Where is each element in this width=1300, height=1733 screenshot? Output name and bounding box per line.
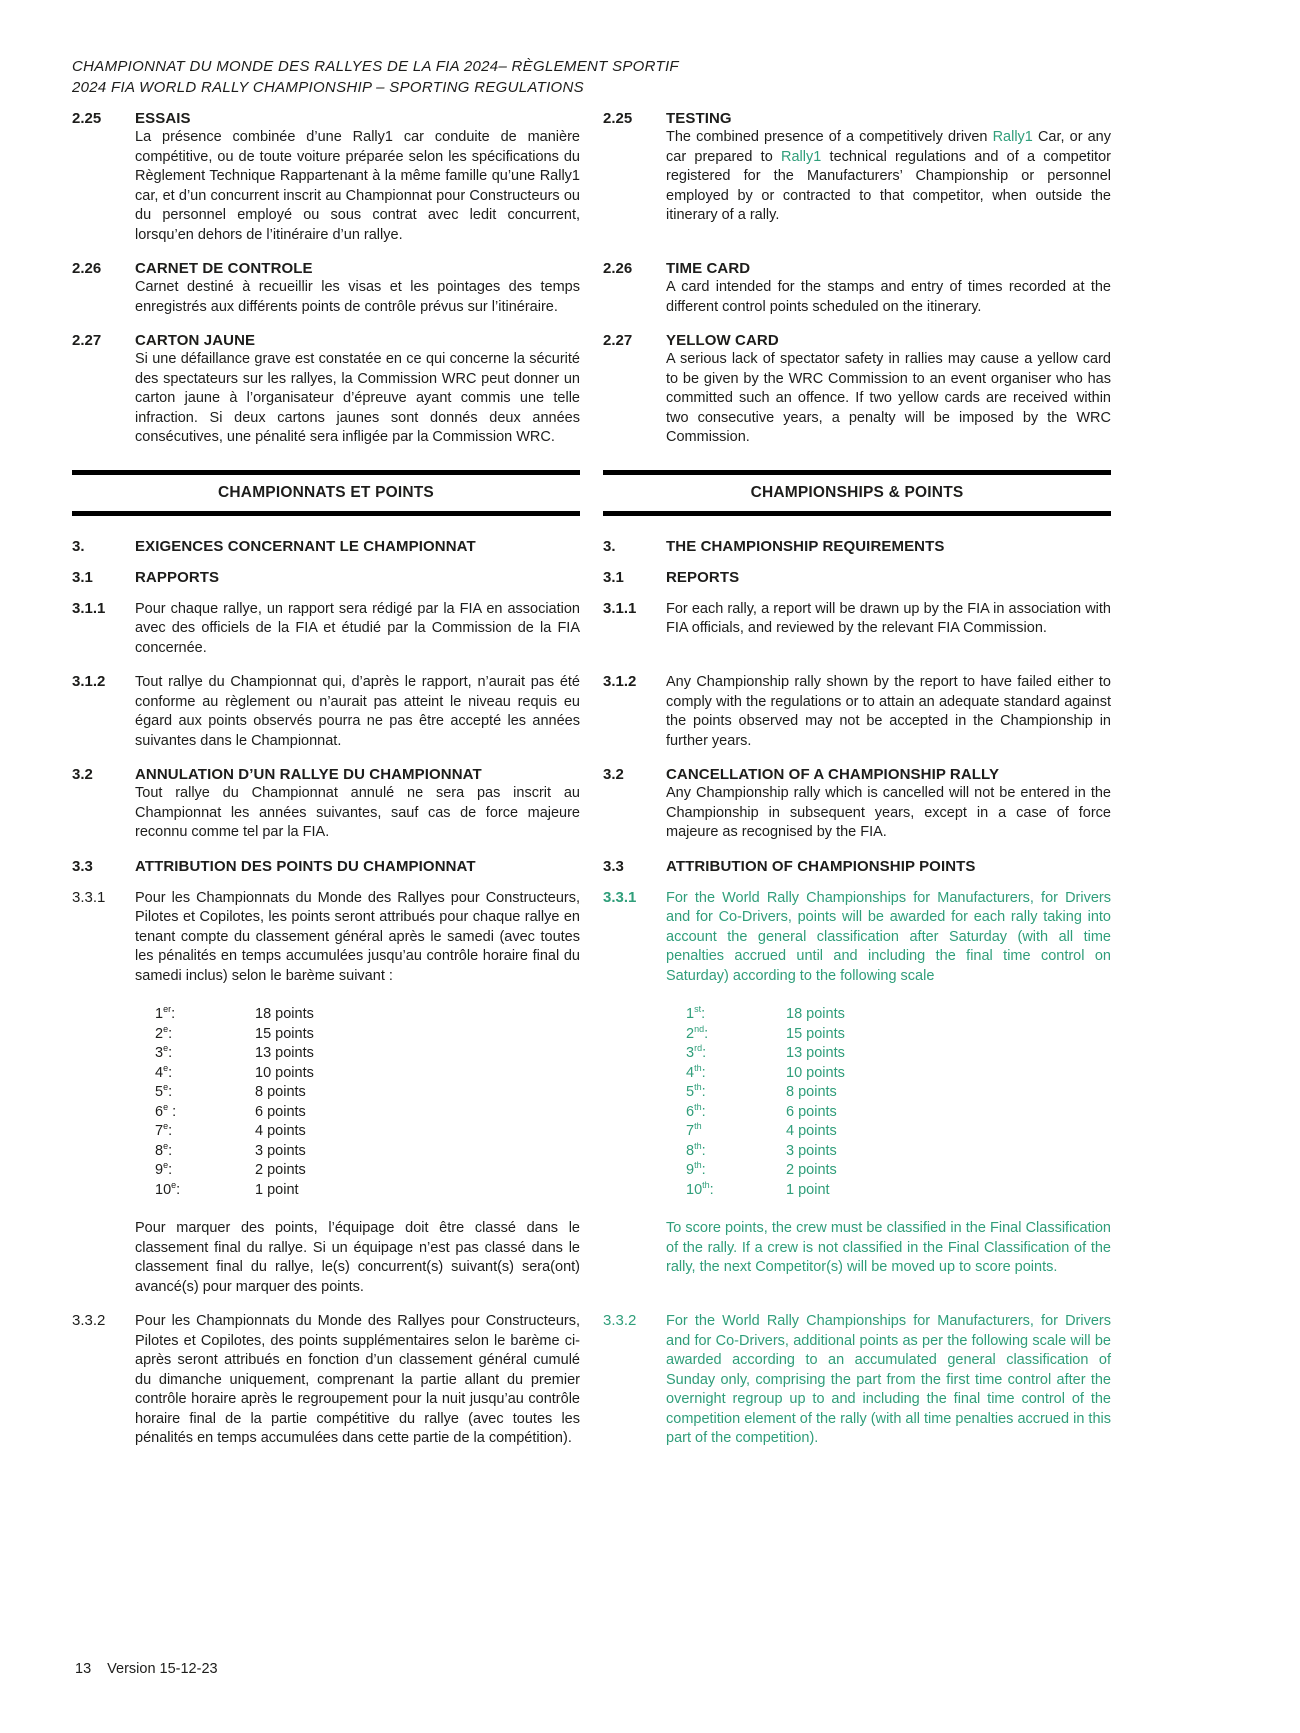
points-row	[155, 1122, 580, 1142]
points-row	[686, 1083, 1111, 1103]
points-value: 3 points	[786, 1142, 837, 1159]
section-body: Tout rallye du Championnat annulé ne sera pas inscrit au Championnat les années suivantes, sauf cas de force majeure reconnu comme tel par la FIA.	[135, 785, 580, 840]
section-row-3-2	[72, 766, 1112, 843]
section-row-3-3-2	[72, 1312, 1112, 1449]
points-row	[155, 1103, 580, 1123]
section-number: 2.26	[72, 260, 102, 277]
points-row	[686, 1005, 1111, 1025]
section-row-3-1-1	[72, 600, 1112, 659]
points-rank: 7th	[686, 1121, 702, 1139]
section-title: ATTRIBUTION DES POINTS DU CHAMPIONNAT	[135, 857, 476, 875]
points-rank: 1st:	[686, 1004, 706, 1022]
points-rank: 8e:	[155, 1140, 173, 1159]
section-body: Any Championship rally which is cancelled will not be entered in the Championship in subsequent years, except in a case of force majeure as recognised by the FIA.	[666, 785, 1111, 840]
points-rank: 5th:	[686, 1082, 706, 1100]
section-number: 3.3.1	[603, 888, 637, 906]
section-title: THE CHAMPIONSHIP REQUIREMENTS	[666, 537, 945, 555]
section-number: 3.1.1	[603, 599, 637, 617]
points-row	[155, 1161, 580, 1181]
points-value: 18 points	[786, 1006, 845, 1022]
points-value: 1 point	[255, 1181, 299, 1198]
section-row-2-27	[72, 332, 1112, 448]
points-rank: 10th:	[686, 1179, 714, 1198]
section-body: Tout rallye du Championnat qui, d’après le rapport, n’aurait pas été conforme au règlement ou n’aurait pas atteint le niveau requis eu égard aux points observés pourra ne pas être accepté les années suivantes dans le Championnat.	[135, 674, 580, 749]
points-row	[155, 1025, 580, 1045]
points-row	[686, 1181, 1111, 1201]
points-row	[155, 1044, 580, 1064]
doc-title-french: CHAMPIONNAT DU MONDE DES RALLYES DE LA FIA 2024– RÈGLEMENT SPORTIF	[72, 58, 679, 75]
section-number: 3.3.1	[72, 888, 106, 906]
section-body: A card intended for the stamps and entry of times recorded at the different control points scheduled on the itinerary.	[666, 279, 1111, 315]
section-title: CANCELLATION OF A CHAMPIONSHIP RALLY	[666, 766, 1000, 783]
section-number: 2.25	[603, 110, 633, 127]
section-body: For the World Rally Championships for Manufacturers, for Drivers and for Co-Drivers, additional points as per the following scale will be awarded according to an accumulated general classification of Sunday only, comprising the part from the first time control after the overnight regroup up to and including the final time control of the competition element of the rally (with all time penalties accrued in this part of the competition).	[666, 1313, 1111, 1446]
points-rank: 4e:	[155, 1062, 173, 1081]
accent-term: Rally1	[781, 148, 822, 165]
points-rank: 4th:	[686, 1062, 706, 1081]
section-title: CARNET DE CONTROLE	[135, 260, 313, 277]
version-label: Version 15-12-23	[107, 1661, 218, 1677]
section-number: 3.3	[72, 857, 93, 875]
points-value: 2 points	[255, 1162, 306, 1178]
section-title: ANNULATION D’UN RALLYE DU CHAMPIONNAT	[135, 766, 482, 783]
points-rank: 3rd:	[686, 1043, 707, 1061]
section-number: 3.3	[603, 857, 624, 875]
points-scale-en	[686, 1005, 1111, 1200]
points-value: 6 points	[255, 1103, 306, 1120]
points-row	[686, 1103, 1111, 1123]
points-scale-fr	[155, 1005, 580, 1200]
points-value: 10 points	[786, 1064, 845, 1081]
section-number: 2.27	[72, 332, 102, 349]
points-rank: 9th:	[686, 1160, 706, 1178]
section-number: 3.1	[72, 568, 93, 586]
section-number: 3.1.1	[72, 599, 106, 617]
points-row	[686, 1044, 1111, 1064]
points-rank: 2nd:	[686, 1023, 709, 1042]
points-rank: 6e :	[155, 1101, 177, 1120]
section-row-3-3-1	[72, 889, 1112, 1298]
points-value: 10 points	[255, 1064, 314, 1081]
section-body: Pour marquer des points, l’équipage doit être classé dans le classement final du rallye. Si un équipage n’est pas classé dans le classement final du rallye, le(s) concurrent(s) suivant(s) sera(ont) avancé(s) pour marquer des points.	[135, 1220, 580, 1295]
points-row	[155, 1064, 580, 1084]
section-body: For each rally, a report will be drawn up by the FIA in association with FIA officials, and reviewed by the relevant FIA Commission.	[666, 600, 1111, 636]
section-body: Si une défaillance grave est constatée en ce qui concerne la sécurité des spectateurs sur les rallyes, la Commission WRC peut donner un carton jaune à l’organisateur d’épreuve ayant commis une telle infraction. Si deux cartons jaunes sont donnés deux années consécutives, une pénalité sera infligée par la Commission WRC.	[135, 351, 580, 445]
section-title: RAPPORTS	[135, 568, 220, 586]
points-value: 3 points	[255, 1142, 306, 1159]
points-row	[686, 1142, 1111, 1162]
section-title: TIME CARD	[666, 260, 751, 277]
points-rank: 6th:	[686, 1101, 706, 1120]
points-rank: 3e:	[155, 1043, 173, 1061]
points-row	[155, 1181, 580, 1201]
page-number: 13	[75, 1661, 92, 1677]
section-body: Pour les Championnats du Monde des Rallyes pour Constructeurs, Pilotes et Copilotes, des points supplémentaires selon le barème ci-après seront attribués en fonction d’un classement général cumulé du dimanche uniquement, comprenant la partie allant du premier contrôle horaire après le regroupement pour la nuit jusqu’au contrôle horaire final de la partie compétitive du rallye (avec toutes les pénalités en temps accumulées dans cette partie de la compétition).	[135, 1313, 580, 1446]
document-body	[72, 110, 1112, 1464]
section-body: Carnet destiné à recueillir les visas et les pointages des temps enregistrés aux différents points de contrôle prévus sur l’itinéraire.	[135, 279, 580, 315]
section-row-3-1	[72, 569, 1112, 587]
doc-title-english: 2024 FIA WORLD RALLY CHAMPIONSHIP – SPORTING REGULATIONS	[72, 79, 584, 96]
section-number: 2.27	[603, 332, 633, 349]
points-value: 1 point	[786, 1181, 830, 1198]
section-body: La présence combinée d’une Rally1 car conduite de manière compétitive, ou de toute voiture préparée selon les spécifications du Règlement Technique Rappartenant à la même famille qu’une Rally1 car, et d’un concurrent inscrit au Championnat pour Constructeurs ou du personnel employé ou sous contrat avec ledit concurrent, lorsqu’en dehors de l’itinéraire d’un rallye.	[135, 129, 580, 243]
section-body: To score points, the crew must be classified in the Final Classification of the rally. If a crew is not classified in the Final Classification of the rally, the next Competitor(s) will be moved up to score points.	[666, 1220, 1111, 1275]
section-body: The combined presence of a competitively driven Rally1 Car, or any car prepared to Rally1 technical regulations and of a competitor registered for the Manufacturers’ Championship or personnel employed by or contracted to that competitor, when outside the itinerary of a rally.	[666, 129, 1111, 223]
points-value: 18 points	[255, 1006, 314, 1022]
section-number: 3.1	[603, 568, 624, 586]
points-rank: 1er:	[155, 1004, 176, 1022]
points-row	[155, 1083, 580, 1103]
points-rank: 2e:	[155, 1023, 173, 1042]
doc-footer	[75, 1661, 218, 1677]
section-row-3	[72, 538, 1112, 556]
points-value: 15 points	[786, 1025, 845, 1042]
points-row	[686, 1025, 1111, 1045]
section-number: 3.1.2	[72, 673, 106, 690]
points-row	[155, 1005, 580, 1025]
section-number: 2.26	[603, 260, 633, 277]
points-value: 6 points	[786, 1103, 837, 1120]
section-body: Pour chaque rallye, un rapport sera rédigé par la FIA en association avec des officiels de la FIA et étudié par la Commission de la FIA concernée.	[135, 600, 580, 656]
points-rank: 9e:	[155, 1160, 173, 1178]
section-body: Pour les Championnats du Monde des Rallyes pour Constructeurs, Pilotes et Copilotes, les points seront attribués pour chaque rallye en tenant compte du classement général après le samedi (avec toutes les pénalités en temps accumulées jusqu’au contrôle horaire final du samedi inclus) selon le barème suivant :	[135, 889, 580, 984]
section-number: 3.3.2	[603, 1312, 637, 1329]
section-number: 3.1.2	[603, 673, 637, 690]
chapter-banner-en: CHAMPIONSHIPS & POINTS	[603, 470, 1111, 516]
section-number: 3.3.2	[72, 1312, 106, 1329]
section-number: 3.	[603, 537, 616, 555]
points-value: 15 points	[255, 1025, 314, 1042]
points-row	[686, 1122, 1111, 1142]
section-title: ATTRIBUTION OF CHAMPIONSHIP POINTS	[666, 857, 976, 875]
section-number: 3.2	[72, 766, 93, 783]
section-row-3-1-2	[72, 673, 1112, 751]
chapter-banner-row	[72, 470, 1112, 516]
points-value: 4 points	[786, 1123, 837, 1139]
section-number: 3.2	[603, 766, 624, 783]
section-title: TESTING	[666, 110, 732, 127]
section-row-3-3	[72, 858, 1112, 876]
points-rank: 10e:	[155, 1179, 181, 1198]
points-rank: 7e:	[155, 1121, 173, 1139]
section-row-2-26	[72, 260, 1112, 317]
points-row	[155, 1142, 580, 1162]
section-body: For the World Rally Championships for Manufacturers, for Drivers and for Co-Drivers, points will be awarded for each rally taking into account the general classification after Saturday (with all time penalties accrued until and including the final time control on Saturday) according to the following scale	[666, 889, 1111, 984]
points-row	[686, 1161, 1111, 1181]
points-row	[686, 1064, 1111, 1084]
points-value: 8 points	[255, 1084, 306, 1100]
section-title: YELLOW CARD	[666, 332, 779, 349]
points-value: 8 points	[786, 1084, 837, 1100]
points-value: 2 points	[786, 1162, 837, 1178]
points-rank: 8th:	[686, 1140, 706, 1159]
section-title: REPORTS	[666, 568, 740, 586]
points-rank: 5e:	[155, 1082, 173, 1100]
points-value: 13 points	[255, 1045, 314, 1061]
accent-term: Rally1	[992, 129, 1033, 145]
section-body: A serious lack of spectator safety in rallies may cause a yellow card to be given by the WRC Commission to an event organiser who has committed such an offence. If two yellow cards are received within two consecutive years, a penalty will be imposed by the WRC Commission.	[666, 351, 1111, 445]
points-value: 13 points	[786, 1045, 845, 1061]
section-title: CARTON JAUNE	[135, 332, 256, 349]
chapter-banner-fr: CHAMPIONNATS ET POINTS	[72, 470, 580, 516]
section-title: ESSAIS	[135, 110, 191, 127]
points-value: 4 points	[255, 1123, 306, 1139]
doc-header	[72, 56, 1112, 98]
section-row-2-25	[72, 110, 1112, 245]
section-number: 3.	[72, 537, 85, 555]
section-title: EXIGENCES CONCERNANT LE CHAMPIONNAT	[135, 537, 476, 555]
section-body: Any Championship rally shown by the report to have failed either to comply with the regulations or to attain an adequate standard against the points observed may not be accepted in the Championship in further years.	[666, 674, 1111, 749]
section-number: 2.25	[72, 110, 102, 127]
